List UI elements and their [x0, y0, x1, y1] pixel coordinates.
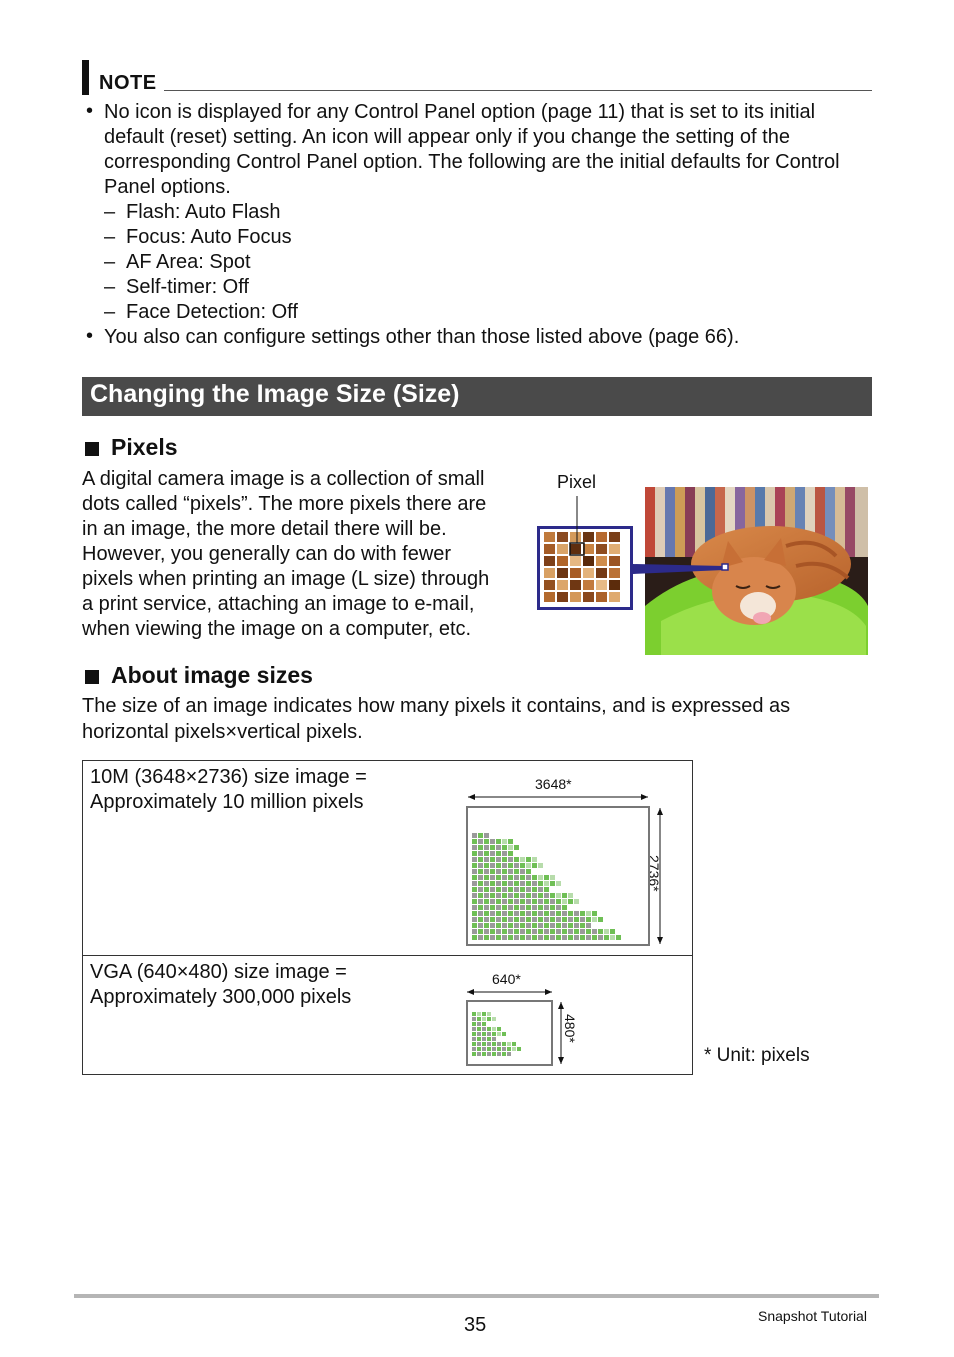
- row-vga-line-2: Approximately 300,000 pixels: [90, 986, 352, 1008]
- dash-marker: –: [104, 201, 116, 223]
- pixels-text-line-5: pixels when printing an image (L size) through: [82, 568, 490, 590]
- pixels-text-line-6: a print service, attaching an image to e-mail,: [82, 593, 475, 615]
- note-bullet-1-line-2: default (reset) setting. An icon will appear only if you change the setting of the: [104, 126, 790, 148]
- square-bullet-icon: [85, 442, 99, 456]
- default-flash: Flash: Auto Flash: [126, 201, 281, 223]
- footer-rule: [74, 1294, 879, 1298]
- note-label: NOTE: [99, 72, 157, 94]
- dash-marker: –: [104, 226, 116, 248]
- note-bullet-1-line-1: No icon is displayed for any Control Panel option (page 11) that is set to its initial: [104, 101, 816, 123]
- diagram-10m: [460, 790, 670, 950]
- default-focus: Focus: Auto Focus: [126, 226, 292, 248]
- pixel-figure-label: Pixel: [557, 472, 597, 492]
- height-label-10m: 2736*: [646, 855, 662, 892]
- section-title: Changing the Image Size (Size): [90, 380, 460, 408]
- pixels-heading: Pixels: [111, 434, 178, 460]
- dash-marker: –: [104, 301, 116, 323]
- width-label-10m: 3648*: [535, 776, 572, 792]
- height-label-vga: 480*: [562, 1014, 578, 1043]
- bullet-marker: •: [86, 325, 94, 347]
- note-bullet-1-line-4: Panel options.: [104, 176, 231, 198]
- default-self-timer: Self-timer: Off: [126, 276, 249, 298]
- row-10m-line-1: 10M (3648×2736) size image =: [90, 766, 367, 788]
- dash-marker: –: [104, 276, 116, 298]
- default-af-area: AF Area: Spot: [126, 251, 251, 273]
- note-bullet-2: You also can configure settings other than those listed above (page 66).: [104, 326, 740, 348]
- bullet-marker: •: [86, 100, 94, 122]
- row-10m-line-2: Approximately 10 million pixels: [90, 791, 364, 813]
- pixel-grid-vga: [472, 1012, 521, 1056]
- pixel-grid-10m: [472, 833, 621, 940]
- note-rule: [164, 90, 872, 91]
- pixels-text-line-3: in an image, the more detail there will be.: [82, 518, 447, 540]
- pixels-text-line-1: A digital camera image is a collection of small: [82, 468, 485, 490]
- default-face-detection: Face Detection: Off: [126, 301, 298, 323]
- width-label-vga: 640*: [492, 971, 521, 987]
- row-vga-line-1: VGA (640×480) size image =: [90, 961, 347, 983]
- pixels-text-line-4: However, you generally can do with fewer: [82, 543, 452, 565]
- unit-note: * Unit: pixels: [704, 1045, 810, 1066]
- table-row-divider: [82, 955, 693, 956]
- pixels-text-line-2: dots called “pixels”. The more pixels there are: [82, 493, 487, 515]
- note-marker-bar: [82, 60, 89, 95]
- note-bullet-1-line-3: corresponding Control Panel option. The following are the initial defaults for Control: [104, 151, 840, 173]
- footer-section-name: Snapshot Tutorial: [758, 1308, 867, 1324]
- image-sizes-heading: About image sizes: [111, 662, 313, 688]
- cat-pixel-illustration: [536, 486, 870, 656]
- image-sizes-text-line-1: The size of an image indicates how many pixels it contains, and is expressed as: [82, 695, 791, 717]
- square-bullet-icon: [85, 670, 99, 684]
- page-number: 35: [464, 1314, 487, 1336]
- diagram-vga: [460, 985, 580, 1070]
- pixels-text-line-7: when viewing the image on a computer, etc.: [82, 618, 472, 640]
- image-sizes-text-line-2: horizontal pixels×vertical pixels.: [82, 721, 363, 743]
- dash-marker: –: [104, 251, 116, 273]
